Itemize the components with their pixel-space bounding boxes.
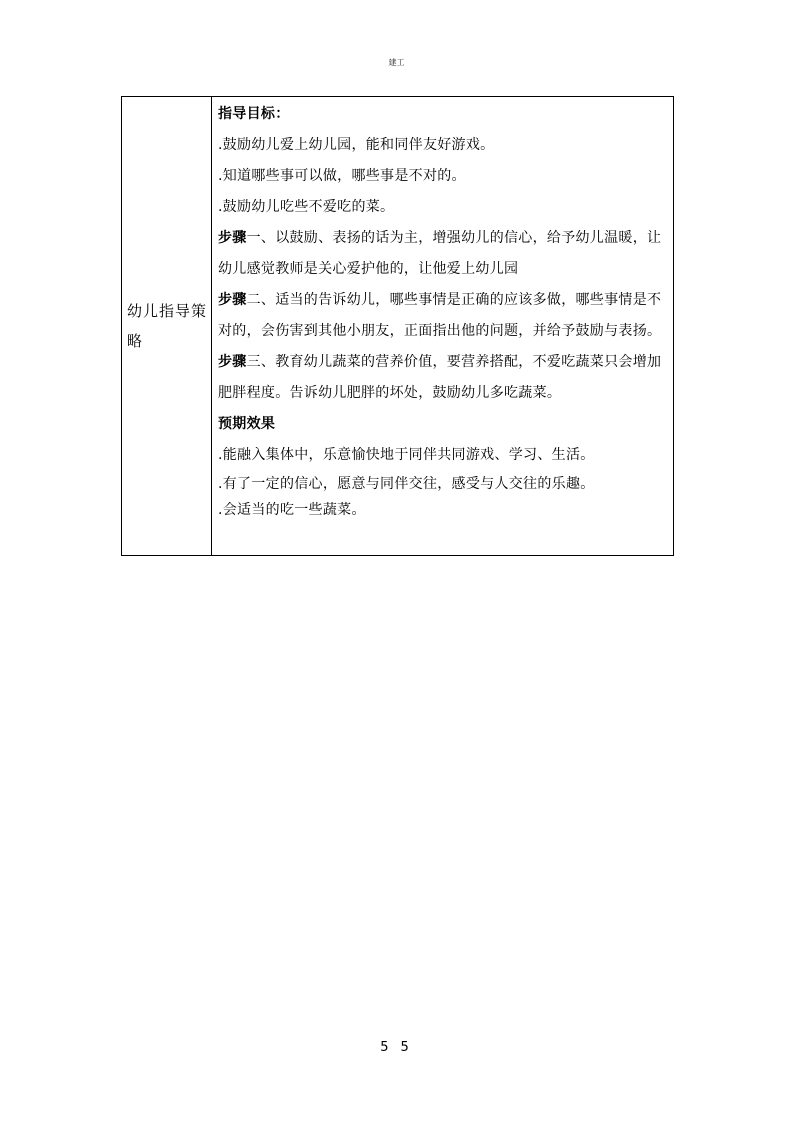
step-item bbox=[218, 223, 669, 285]
row-content bbox=[212, 97, 674, 556]
guidance-table bbox=[121, 96, 674, 556]
goal-item: .知道哪些事可以做，哪些事是不对的。 bbox=[218, 168, 466, 184]
goals-heading: 指导目标： bbox=[218, 106, 290, 122]
page-header: 建工 bbox=[388, 58, 405, 67]
step-text: 二、适当的告诉幼儿，哪些事情是正确的应该多做，哪些事情是不对的，会伤害到其他小朋友，正面指出他的问题，并给予鼓励与表扬。 bbox=[218, 292, 662, 339]
effects-heading: 预期效果 bbox=[218, 416, 276, 432]
step-item bbox=[218, 285, 669, 347]
step-text: 三、教育幼儿蔬菜的营养价值，要营养搭配，不爱吃蔬菜只会增加肥胖程度。告诉幼儿肥胖的坏处，鼓励幼儿多吃蔬菜。 bbox=[218, 354, 662, 401]
goal-item: .鼓励幼儿爱上幼儿园，能和同伴友好游戏。 bbox=[218, 137, 495, 153]
step-label: 步骤 bbox=[218, 230, 247, 246]
row-label: 幼儿指导策略 bbox=[122, 97, 212, 556]
effect-item: .会适当的吃一些蔬菜。 bbox=[218, 502, 366, 518]
effect-item: .有了一定的信心，愿意与同伴交往，感受与人交往的乐趣。 bbox=[218, 476, 595, 492]
step-label: 步骤 bbox=[218, 354, 247, 370]
step-item bbox=[218, 347, 669, 409]
page-number bbox=[0, 1040, 793, 1055]
page-number-left: 5 bbox=[380, 1040, 393, 1055]
page-number-right: 5 bbox=[400, 1040, 413, 1055]
step-text: 一、以鼓励、表扬的话为主，增强幼儿的信心，给予幼儿温暖，让幼儿感觉教师是关心爱护他的，让他爱上幼儿园 bbox=[218, 230, 662, 277]
effect-item: .能融入集体中，乐意愉快地于同伴共同游戏、学习、生活。 bbox=[218, 447, 595, 463]
goal-item: .鼓励幼儿吃些不爱吃的菜。 bbox=[218, 199, 395, 215]
table-row bbox=[122, 97, 674, 556]
step-label: 步骤 bbox=[218, 292, 247, 308]
